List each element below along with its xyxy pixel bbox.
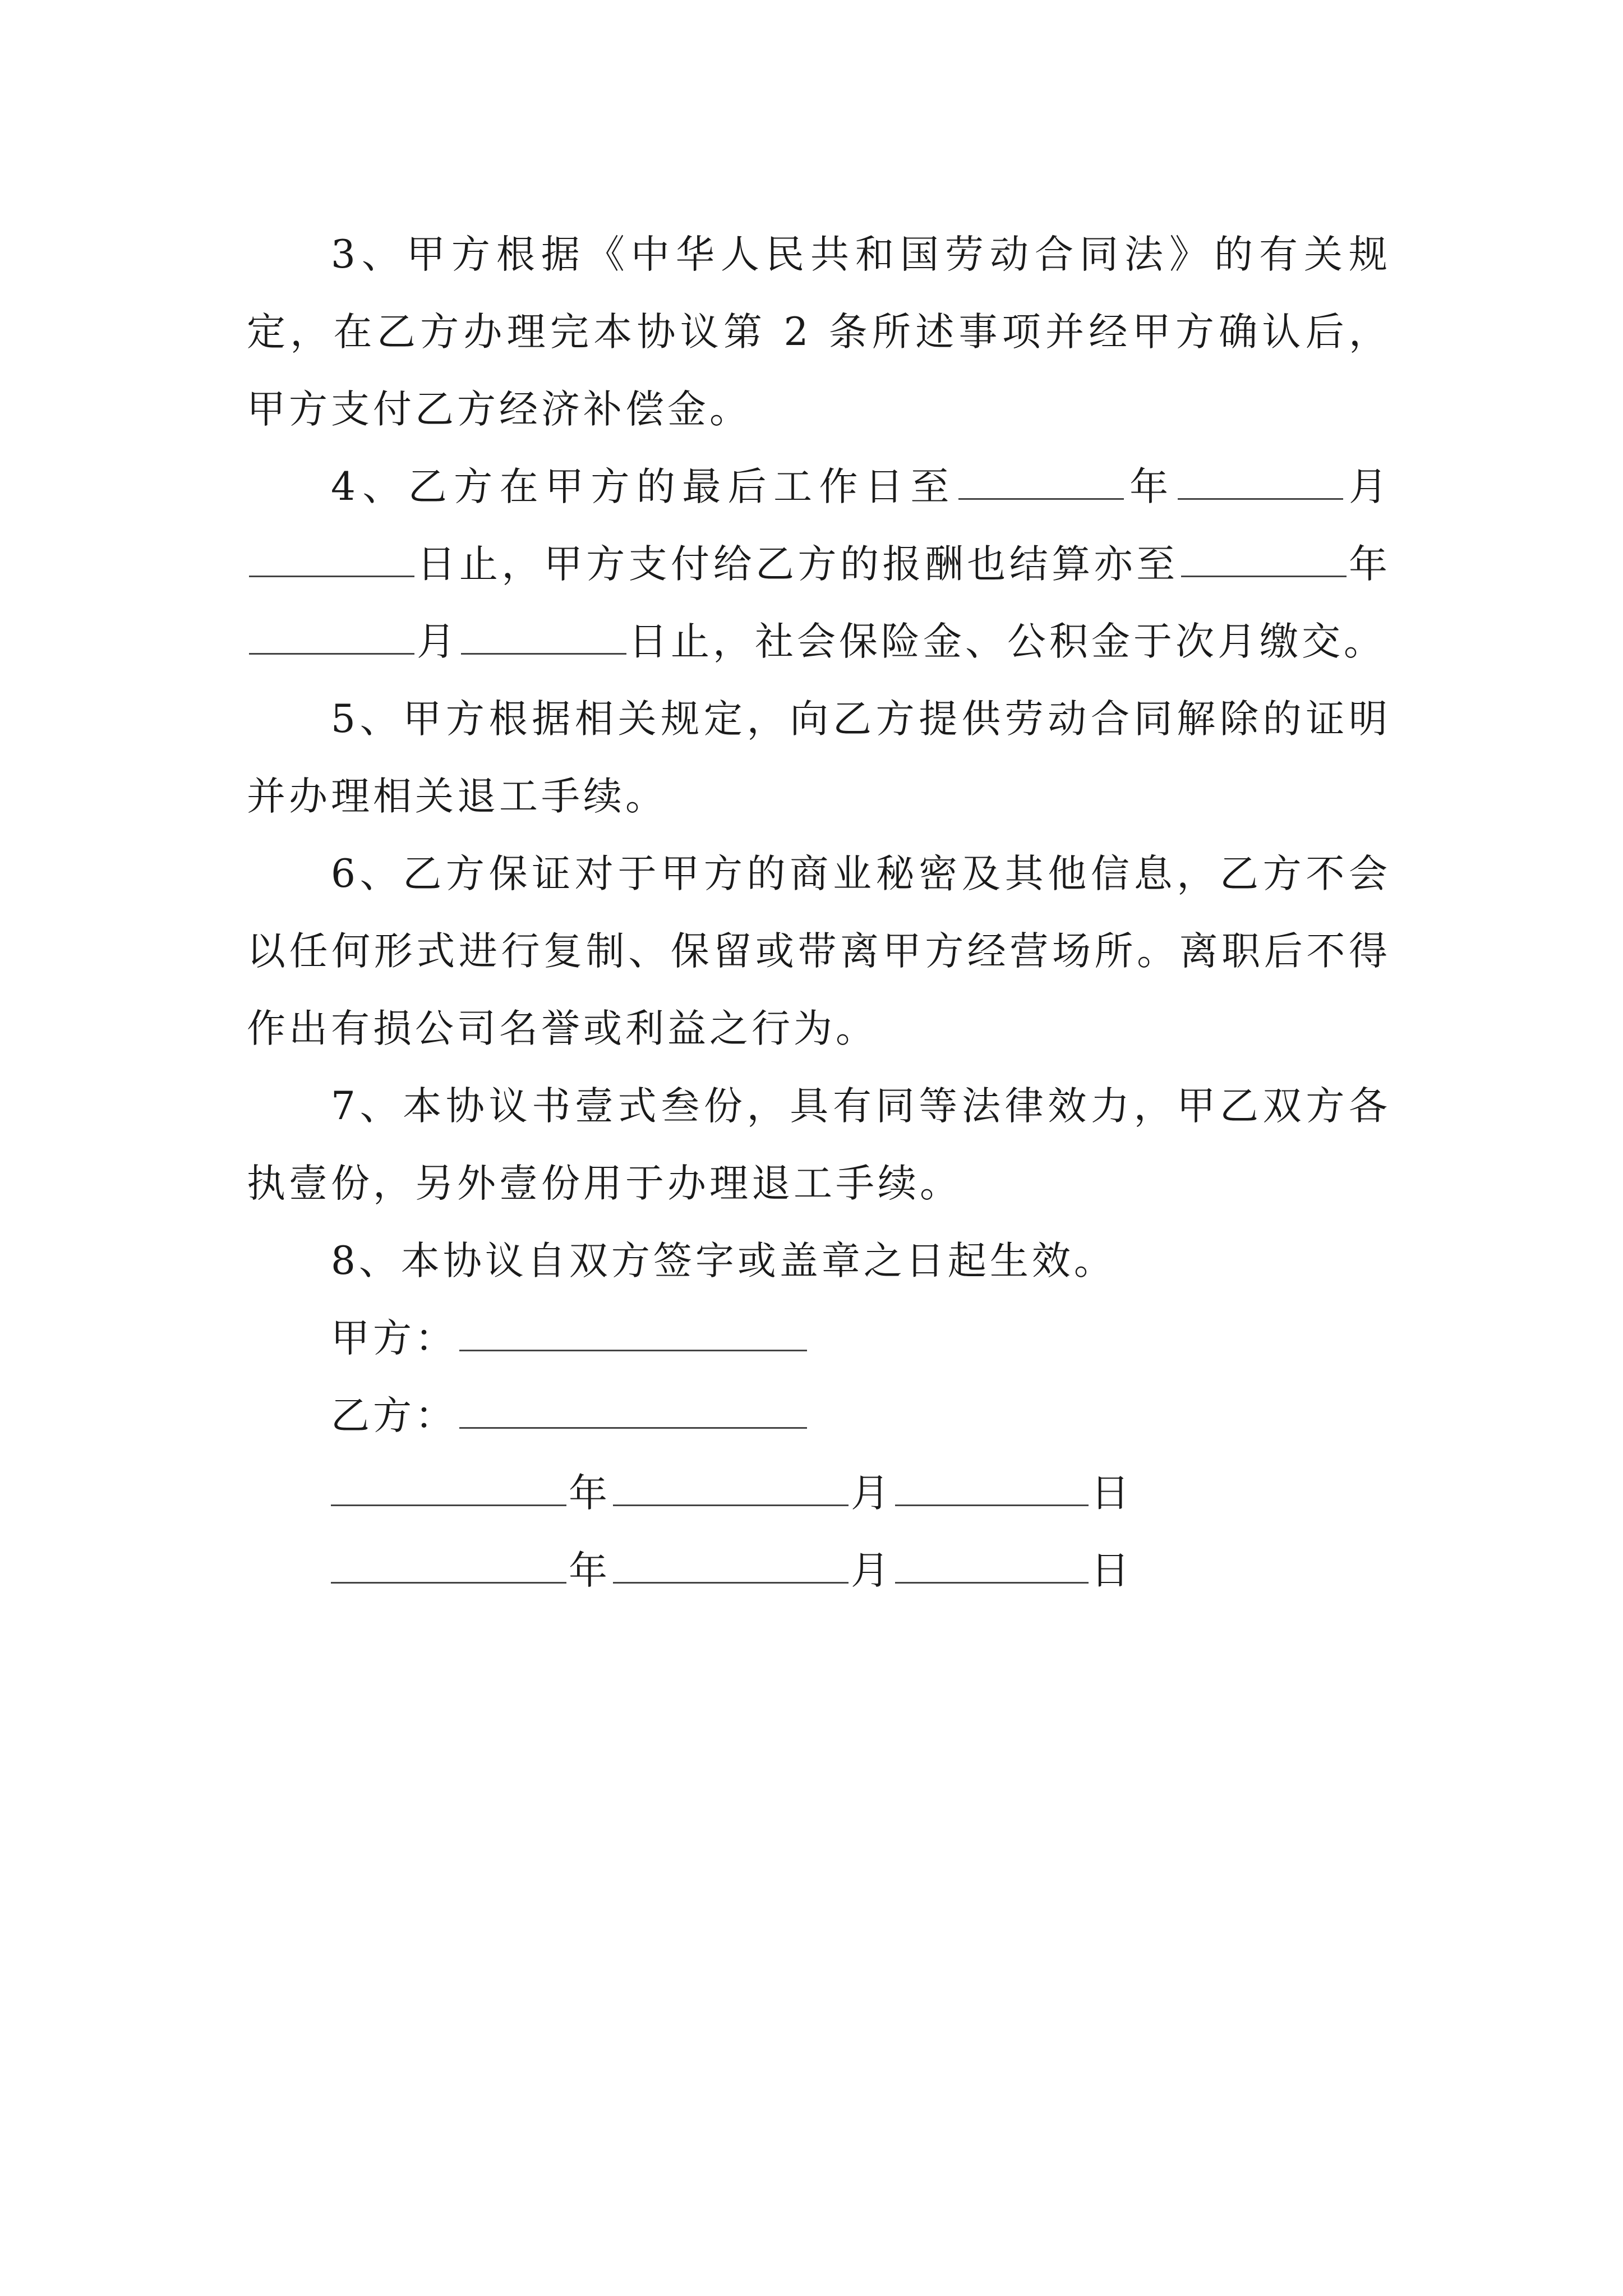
party-b-line xyxy=(247,1377,1391,1455)
date-b-year-label: 年 xyxy=(569,1548,611,1593)
party-a-label: 甲方： xyxy=(331,1316,457,1361)
date-b-day-field[interactable] xyxy=(895,1538,1089,1584)
clause-8: 8、本协议自双方签字或盖章之日起生效。 xyxy=(331,1239,1116,1283)
year-label-1: 年 xyxy=(1126,464,1175,509)
clause-6: 6、乙方保证对于甲方的商业秘密及其他信息，乙方不会以任何形式进行复制、保留或带离甲方经营场所。离职后不得作出有损公司名誉或利益之行为。 xyxy=(247,852,1391,1051)
date-b-year-field[interactable] xyxy=(331,1538,566,1584)
date-b-month-label: 月 xyxy=(851,1548,893,1593)
clause-7: 7、本协议书壹式叁份，具有同等法律效力，甲乙双方各执壹份，另外壹份用于办理退工手续。 xyxy=(247,1084,1391,1206)
blank-month-2[interactable] xyxy=(249,609,414,655)
agreement-page xyxy=(247,216,1391,1609)
party-a-signature-field[interactable] xyxy=(459,1306,807,1351)
party-a-line xyxy=(247,1300,1391,1377)
date-b-month-field[interactable] xyxy=(613,1538,849,1584)
month-label-1: 月 xyxy=(1345,464,1391,509)
date-a-day-field[interactable] xyxy=(895,1461,1089,1506)
clause-4 xyxy=(247,448,1391,680)
clause-4-part2: 日止，甲方支付给乙方的报酬也结算亦至 xyxy=(417,542,1179,587)
blank-day-1[interactable] xyxy=(249,532,414,577)
clause-3: 3、甲方根据《中华人民共和国劳动合同法》的有关规定，在乙方办理完本协议第 2 条所述事项并经甲方确认后，甲方支付乙方经济补偿金。 xyxy=(247,232,1391,432)
date-line-b xyxy=(247,1532,1391,1609)
date-a-year-label: 年 xyxy=(569,1471,611,1516)
blank-year-1[interactable] xyxy=(958,454,1124,500)
blank-year-2[interactable] xyxy=(1181,532,1347,577)
date-a-year-field[interactable] xyxy=(331,1461,566,1506)
year-label-2: 年 xyxy=(1348,542,1391,587)
clause-5: 5、甲方根据相关规定，向乙方提供劳动合同解除的证明并办理相关退工手续。 xyxy=(247,697,1391,819)
date-a-day-label: 日 xyxy=(1091,1471,1133,1516)
party-b-label: 乙方： xyxy=(331,1393,457,1438)
date-a-month-label: 月 xyxy=(851,1471,893,1516)
party-b-signature-field[interactable] xyxy=(459,1383,807,1429)
month-label-2: 月 xyxy=(417,619,459,664)
date-line-a xyxy=(247,1455,1391,1532)
blank-month-1[interactable] xyxy=(1178,454,1343,500)
clause-4-part1: 4、乙方在甲方的最后工作日至 xyxy=(331,464,956,509)
date-b-day-label: 日 xyxy=(1091,1548,1133,1593)
clause-4-part3: 日止，社会保险金、公积金于次月缴交。 xyxy=(629,619,1386,664)
date-a-month-field[interactable] xyxy=(613,1461,849,1506)
blank-day-2[interactable] xyxy=(461,609,626,655)
